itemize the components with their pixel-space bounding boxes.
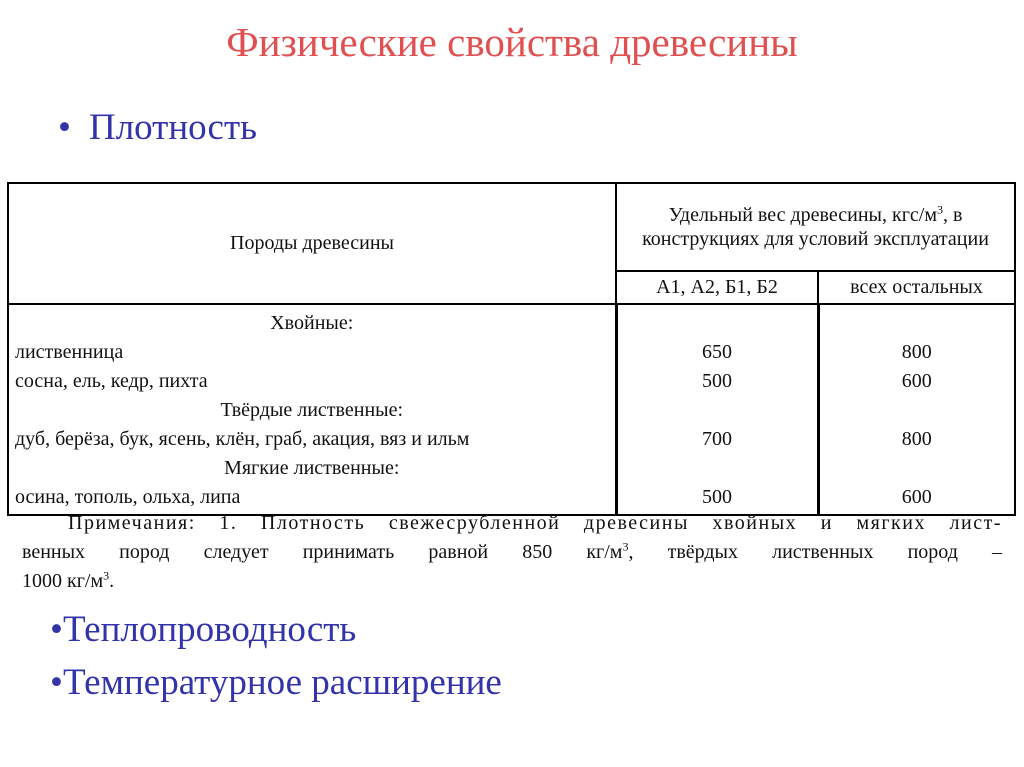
species-name: сосна, ель, кедр, пихта: [15, 370, 208, 393]
species-group-heading: Твёрдые лиственные:: [220, 399, 404, 422]
bullet-density-label: Плотность: [88, 107, 258, 148]
value-other-conditions: 600: [901, 370, 932, 393]
value-a1-a2-b1-b2: 500: [702, 486, 732, 509]
density-table: [7, 182, 1016, 516]
value-other-conditions: [820, 454, 1015, 483]
header-conditions-a1-a2-b1-b2: А1, А2, Б1, Б2: [616, 271, 818, 304]
header-species: Породы древесины: [8, 183, 616, 304]
value-a1-a2-b1-b2: 650: [702, 341, 732, 364]
species-group-heading: Мягкие лиственные:: [224, 457, 400, 480]
value-a1-a2-b1-b2: 500: [702, 370, 732, 393]
value-a1-a2-b1-b2: 700: [702, 428, 732, 451]
value-other-conditions: 800: [901, 341, 932, 364]
notes-line-3: 1000 $кг/м^3$.: [22, 568, 115, 592]
bullet-thermal-expansion: •Температурное расширение: [50, 662, 502, 703]
species-name: дуб, берёза, бук, ясень, клён, граб, акация, вяз и ильм: [15, 428, 470, 451]
header-specific-weight: Удельный вес древесины, кгс/$м^3$, в конструкциях для условий эксплуатации: [616, 183, 1015, 271]
value-other-conditions: [820, 309, 1015, 338]
bullet-density: [58, 106, 257, 149]
table-notes: [22, 509, 1002, 596]
value-other-conditions: [820, 396, 1015, 425]
density-table-container: [7, 182, 1016, 516]
species-group-heading: Хвойные:: [270, 312, 354, 335]
value-other-conditions: 800: [901, 428, 932, 451]
species-column: [8, 304, 616, 515]
bullet-thermal-conductivity: •Теплопроводность: [50, 609, 357, 650]
slide-title: Физические свойства древесины: [226, 19, 798, 65]
a1-column: [616, 304, 818, 515]
notes-line-2: венных пород следует принимать равной 850 $кг/м^3$, твёрдых лиственных пород –: [22, 539, 1002, 563]
value-other-conditions: 600: [901, 486, 932, 509]
value-a1-a2-b1-b2: [618, 309, 817, 338]
value-a1-a2-b1-b2: [618, 454, 817, 483]
species-name: лиственница: [15, 341, 124, 364]
header-conditions-other: всех остальных: [818, 271, 1015, 304]
species-name: осина, тополь, ольха, липа: [15, 486, 241, 509]
rest-column: [818, 304, 1015, 515]
value-a1-a2-b1-b2: [618, 396, 817, 425]
bullet-dot: •: [58, 107, 71, 148]
notes-line-1: Примечания: 1. Плотность свежесрубленной древесины хвойных и мягких лист-: [68, 512, 1002, 534]
